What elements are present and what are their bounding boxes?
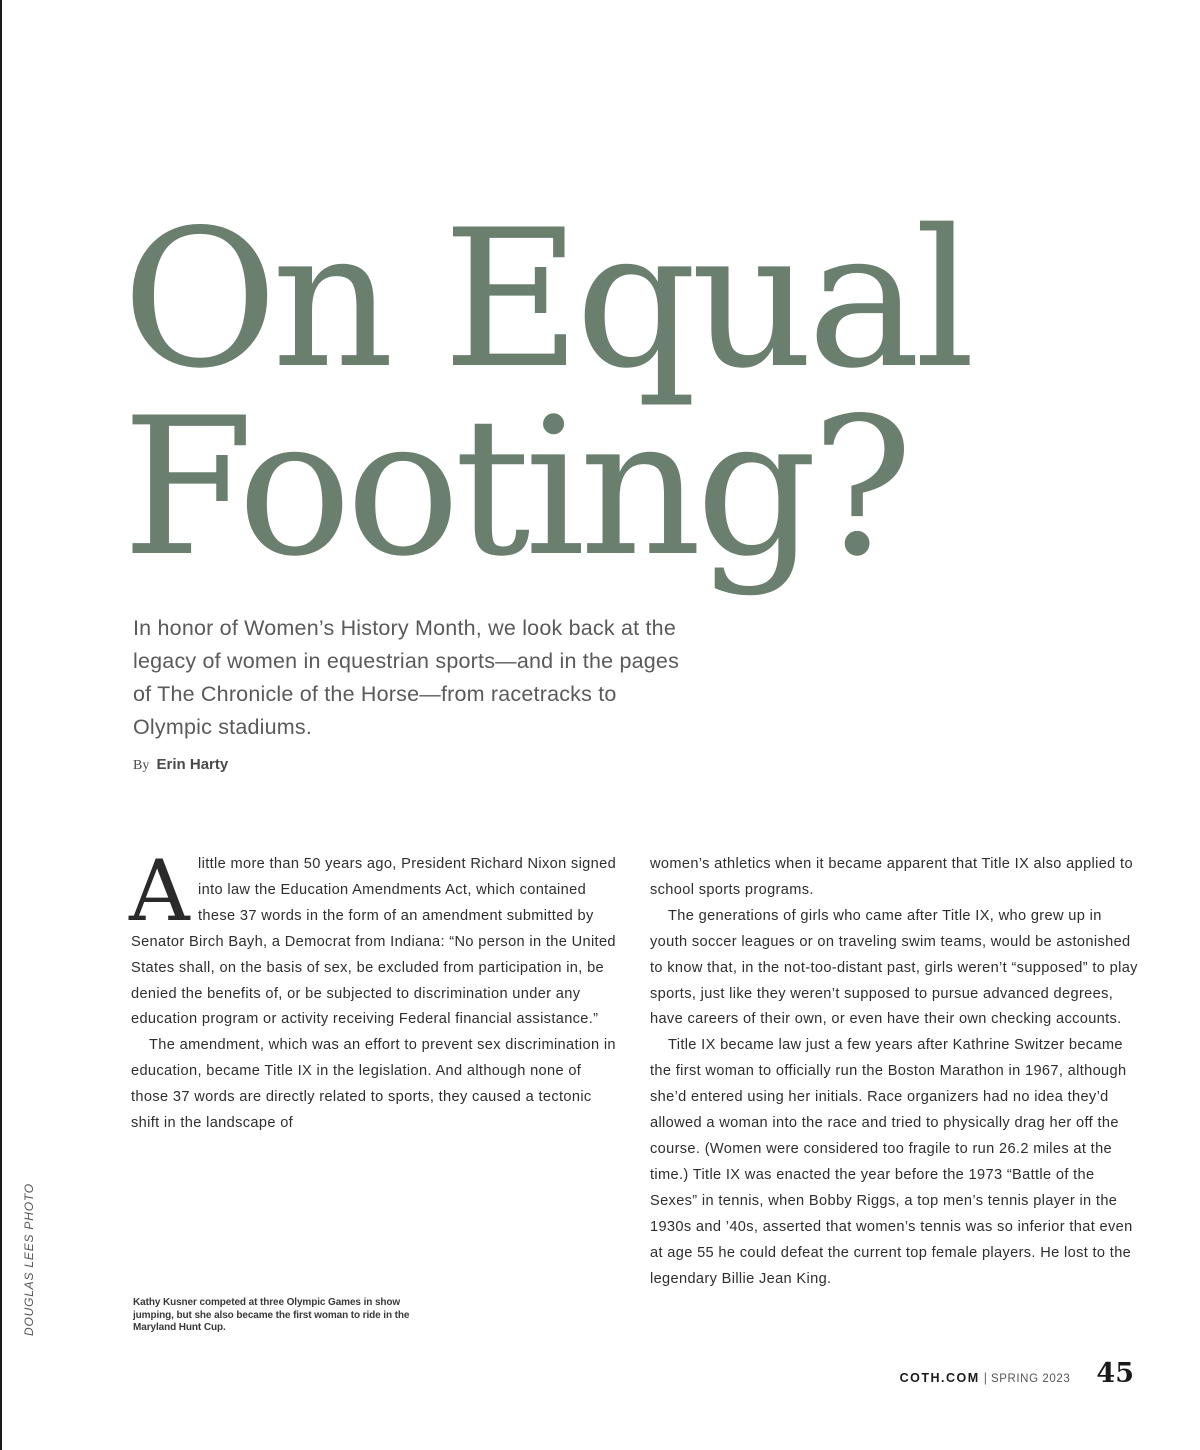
footer-separator: | xyxy=(983,1371,987,1385)
page-number: 45 xyxy=(1096,1358,1134,1389)
body-paragraph-2: The amendment, which was an effort to prevent sex discrimination in education, became Title IX in the legislation. And although none of those 37 words are directly related to sports, they caused a tectonic shift in the landscape of xyxy=(131,1037,616,1132)
page-footer xyxy=(900,1358,1134,1389)
byline xyxy=(133,756,228,774)
headline-line-1: On Equal xyxy=(122,189,970,410)
body-paragraph-1-text: little more than 50 years ago, President Richard Nixon signed into law the Education Amendments Act, which contained these 37 words in the form of an amendment submitted by Senator Birch Bayh, a Democrat from Indiana: “No person in the United States shall, on the basis of sex, be excluded from participation in, be denied the benefits of, or be subjected to discrimination under any education program or activity receiving Federal financial assistance.” xyxy=(131,856,617,1028)
footer-site: COTH.COM xyxy=(899,1371,980,1385)
byline-prefix: By xyxy=(133,758,150,773)
page-edge-rule xyxy=(0,0,2,1450)
body-paragraph-1 xyxy=(129,842,621,1033)
headline-line-2: Footing? xyxy=(122,377,908,598)
body-column-left xyxy=(129,842,621,1137)
headline xyxy=(122,189,970,598)
dek: In honor of Women’s History Month, we look back at the legacy of women in equestrian sports—and in the pages of The Chronicle of the Horse—from racetracks to Olympic stadiums. xyxy=(133,616,680,739)
body-paragraph-3: The generations of girls who came after Title IX, who grew up in youth soccer leagues or on traveling swim teams, would be astonished to know that, in the not-too-distant past, girls weren’t “supposed” to play sports, just like they weren’t supposed to pursue advanced degrees, have careers of their own, or even have their own checking accounts. xyxy=(650,907,1138,1028)
photo-credit: DOUGLAS LEES PHOTO xyxy=(22,1183,36,1336)
photo-caption: Kathy Kusner competed at three Olympic Games in show jumping, but she also became the first woman to ride in the Maryland Hunt Cup. xyxy=(133,1297,410,1333)
body-column-right xyxy=(650,852,1140,1292)
drop-cap: A xyxy=(129,842,191,940)
body-paragraph-2-continued: women’s athletics when it became apparent that Title IX also applied to school sports programs. xyxy=(650,856,1133,898)
byline-author: Erin Harty xyxy=(156,756,229,773)
footer-issue: SPRING 2023 xyxy=(990,1373,1071,1385)
body-paragraph-4: Title IX became law just a few years after Kathrine Switzer became the first woman to officially run the Boston Marathon in 1967, although she’d entered using her initials. Race organizers had no idea they’d allowed a woman into the race and tried to physically drag her off the course. (Women were considered too fragile to run 26.2 miles at the time.) Title IX was enacted the year before the 1973 “Battle of the Sexes” in tennis, when Bobby Riggs, a top men’s tennis player in the 1930s and ’40s, asserted that women’s tennis was so inferior that even at age 55 he could defeat the current top female players. He lost to the legendary Billie Jean King. xyxy=(650,1037,1133,1287)
